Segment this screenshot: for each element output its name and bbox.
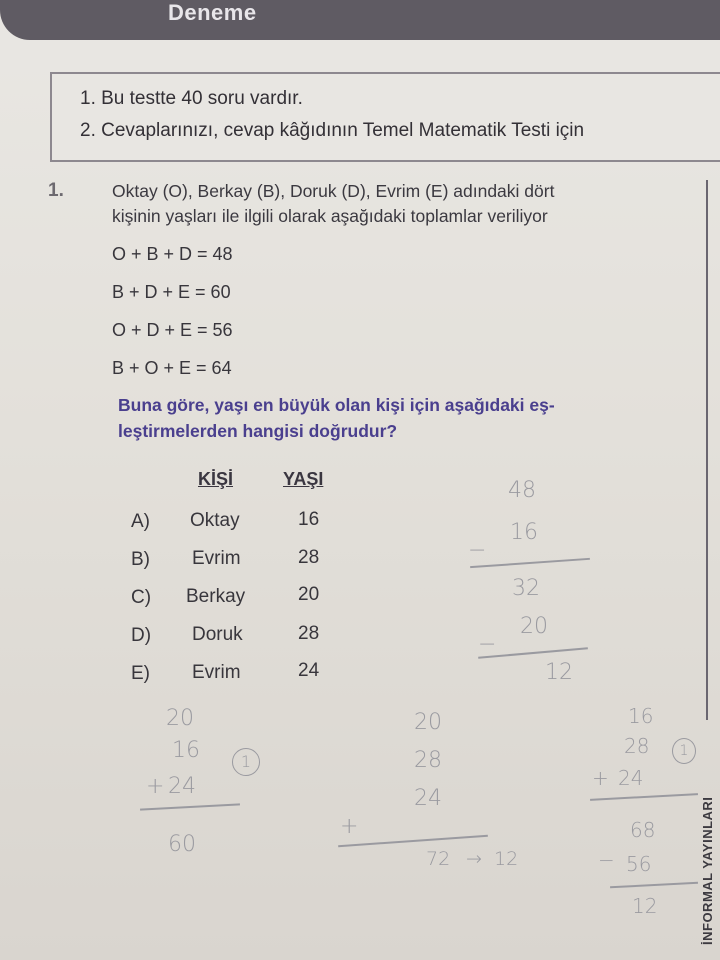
option-name: Evrim: [192, 548, 241, 569]
handwritten-plus: +: [340, 814, 359, 839]
handwritten-rule: [338, 835, 488, 847]
handwritten-rule: [470, 558, 590, 568]
margin-rule: [706, 180, 708, 720]
handwritten-rule: [610, 882, 698, 888]
option-name: Evrim: [192, 662, 241, 683]
handwritten-rule: [140, 803, 240, 810]
column-header-person: KİŞİ: [198, 469, 234, 489]
handwritten-circled-1: 1: [232, 748, 260, 776]
handwritten-plus: +: [592, 766, 609, 790]
question-text-line-2: kişinin yaşları ile ilgili olarak aşağıdaki toplamlar veriliyor: [112, 206, 548, 226]
handwritten-60: 60: [168, 832, 196, 857]
handwritten-24: 24: [168, 774, 196, 799]
question-ask-line-1: Buna göre, yaşı en büyük olan kişi için aşağıdaki eş-: [118, 395, 555, 415]
handwritten-minus: −: [598, 848, 615, 872]
column-header-age: YAŞI: [283, 469, 324, 489]
handwritten-32: 32: [512, 576, 540, 601]
option-letter: C): [131, 587, 152, 608]
handwritten-12: 12: [632, 894, 658, 918]
header-title: Deneme: [168, 0, 257, 25]
equation-1: O + B + D = 48: [112, 244, 233, 264]
option-age: 28: [298, 623, 320, 644]
instruction-1: 1. Bu testte 40 soru vardır.: [80, 88, 303, 109]
handwritten-12: 12: [545, 660, 573, 685]
question-number: 1.: [48, 180, 64, 201]
handwritten-28: 28: [624, 734, 650, 758]
handwritten-28: 28: [414, 748, 442, 773]
equation-2: B + D + E = 60: [112, 282, 231, 302]
equation-3: O + D + E = 56: [112, 320, 233, 340]
option-letter: B): [131, 549, 150, 570]
option-name: Oktay: [190, 510, 240, 531]
option-age: 28: [298, 547, 320, 568]
option-name: Doruk: [192, 624, 243, 645]
option-age: 24: [298, 660, 320, 681]
handwritten-rule: [590, 793, 698, 800]
equation-4: B + O + E = 64: [112, 358, 232, 378]
handwritten-minus: −: [478, 632, 497, 657]
handwritten-20: 20: [520, 614, 548, 639]
option-letter: A): [131, 511, 150, 532]
handwritten-minus: −: [468, 538, 487, 563]
handwritten-16: 16: [172, 738, 200, 763]
option-letter: E): [131, 663, 150, 684]
handwritten-20: 20: [166, 706, 194, 731]
handwritten-24: 24: [618, 766, 644, 790]
handwritten-56: 56: [626, 852, 652, 876]
option-name: Berkay: [186, 586, 246, 607]
handwritten-68: 68: [630, 818, 656, 842]
handwritten-16: 16: [510, 520, 538, 545]
question-ask-line-2: leştirmelerden hangisi doğrudur?: [118, 421, 398, 441]
option-age: 16: [298, 509, 320, 530]
handwritten-72: 72: [426, 848, 451, 870]
instructions-box: [50, 72, 720, 162]
handwritten-20: 20: [414, 710, 442, 735]
header-bar: [0, 0, 720, 40]
handwritten-24: 24: [414, 786, 442, 811]
handwritten-plus: +: [146, 774, 165, 799]
option-letter: D): [131, 625, 152, 646]
handwritten-16: 16: [628, 704, 654, 728]
instruction-2: 2. Cevaplarınızı, cevap kâğıdının Temel Matematik Testi için: [80, 120, 585, 141]
handwritten-circled-1: 1: [672, 738, 696, 764]
option-age: 20: [298, 584, 320, 605]
handwritten-48: 48: [508, 478, 536, 503]
handwritten-arrow: →: [466, 848, 482, 870]
question-text-line-1: Oktay (O), Berkay (B), Doruk (D), Evrim (E) adındaki dört: [112, 181, 555, 201]
handwritten-12: 12: [494, 848, 519, 870]
publisher-name: İNFORMAL YAYINLARI: [700, 796, 715, 945]
